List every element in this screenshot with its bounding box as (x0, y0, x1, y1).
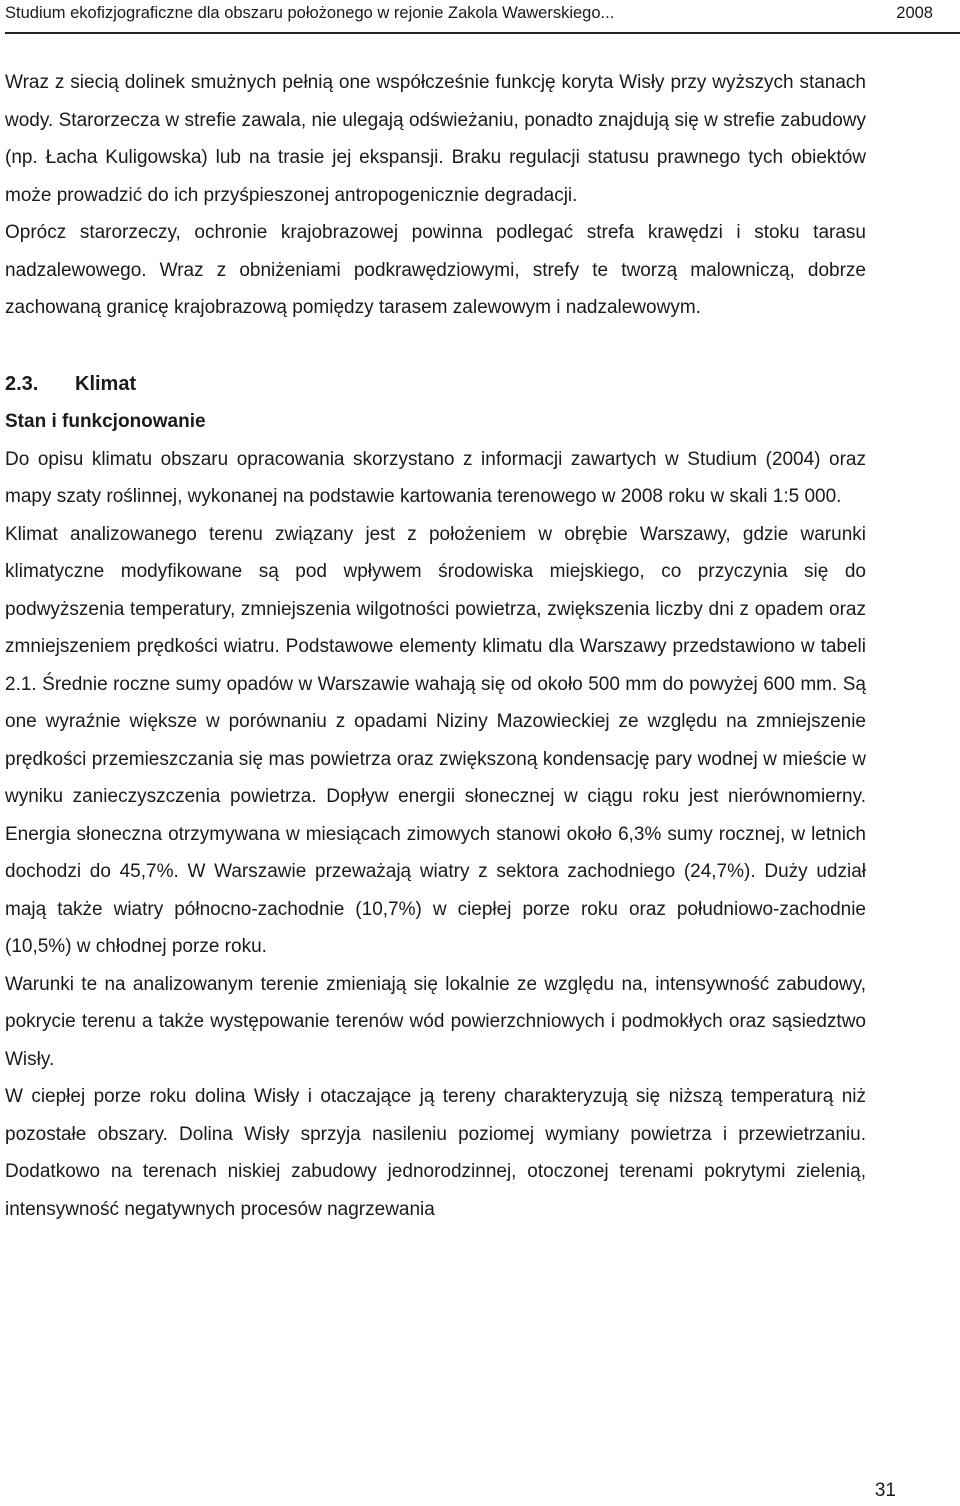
running-header (5, 0, 960, 34)
page-number: 31 (874, 1480, 896, 1501)
header-year: 2008 (896, 4, 933, 22)
paragraph-climate-warsaw: Klimat analizowanego terenu związany jest z położeniem w obrębie Warszawy, gdzie warunki klimatyczne modyfikowane są pod wpływem środowiska miejskiego, co przyczynia się do podwyższenia temperatury, zmniejszenia wilgotności powietrza, zwiększenia liczby dni z opadem oraz zmniejszeniem prędkości wiatru. Podstawowe elementy klimatu dla Warszawy przedstawiono w tabeli 2.1. Średnie roczne sumy opadów w Warszawie wahają się od około 500 mm do powyżej 600 mm. Są one wyraźnie większe w porównaniu z opadami Niziny Mazowieckiej ze względu na zmniejszenie prędkości przemieszczania się mas powietrza oraz zwiększoną kondensację pary wodnej w mieście w wyniku zanieczyszczenia powietrza. Dopływ energii słonecznej w ciągu roku jest nierównomierny. Energia słoneczna otrzymywana w miesiącach zimowych stanowi około 6,3% sumy rocznej, w letnich dochodzi do 45,7%. W Warszawie przeważają wiatry z sektora zachodniego (24,7%). Duży udział mają także wiatry północno-zachodnie (10,7%) w ciepłej porze roku oraz południowo-zachodnie (10,5%) w chłodnej porze roku. (5, 523, 866, 957)
paragraph-vistula-valley: W ciepłej porze roku dolina Wisły i otaczające ją tereny charakteryzują się niższą temperaturą niż pozostałe obszary. Dolina Wisły sprzyja nasileniu poziomej wymiany powietrza i przewietrzaniu. Dodatkowo na terenach niskiej zabudowy jednorodzinnej, otoczonej terenami pokrytymi zielenią, intensywność negatywnych procesów nagrzewania (5, 1086, 866, 1220)
paragraph-oxbows: Wraz z siecią dolinek smużnych pełnią one współcześnie funkcję koryta Wisły przy wyższych stanach wody. Starorzecza w strefie zawala, nie ulegają odświeżaniu, ponadto znajdują się w strefie zabudowy (np. Łacha Kuligowska) lub na trasie jej ekspansji. Braku regulacji statusu prawnego tych obiektów może prowadzić do ich przyśpieszonej antropogenicznie degradacji. (5, 72, 866, 206)
paragraph-local-conditions: Warunki te na analizowanym terenie zmieniają się lokalnie ze względu na, intensywność zabudowy, pokrycie terenu a także występowanie terenów wód powierzchniowych i podmokłych oraz sąsiedztwo Wisły. (5, 973, 866, 1070)
section-number: 2.3. (5, 372, 39, 395)
paragraph-sources: Do opisu klimatu obszaru opracowania skorzystano z informacji zawartych w Studium (2004) oraz mapy szaty roślinnej, wykonanej na podstawie kartowania terenowego w 2008 roku w skali 1:5 000. (5, 448, 866, 507)
document-body (5, 64, 866, 1228)
section-title: Klimat (75, 372, 137, 395)
section-heading (5, 365, 866, 403)
subsection-heading: Stan i funkcjonowanie (5, 410, 206, 432)
header-title: Studium ekofizjograficzne dla obszaru położonego w rejonie Zakola Wawerskiego... (5, 4, 615, 22)
paragraph-landscape-protection: Oprócz starorzeczy, ochronie krajobrazowej powinna podlegać strefa krawędzi i stoku tarasu nadzalewowego. Wraz z obniżeniami podkrawędziowymi, strefy te tworzą malowniczą, dobrze zachowaną granicę krajobrazową pomiędzy tarasem zalewowym i nadzalewowym. (5, 222, 866, 318)
